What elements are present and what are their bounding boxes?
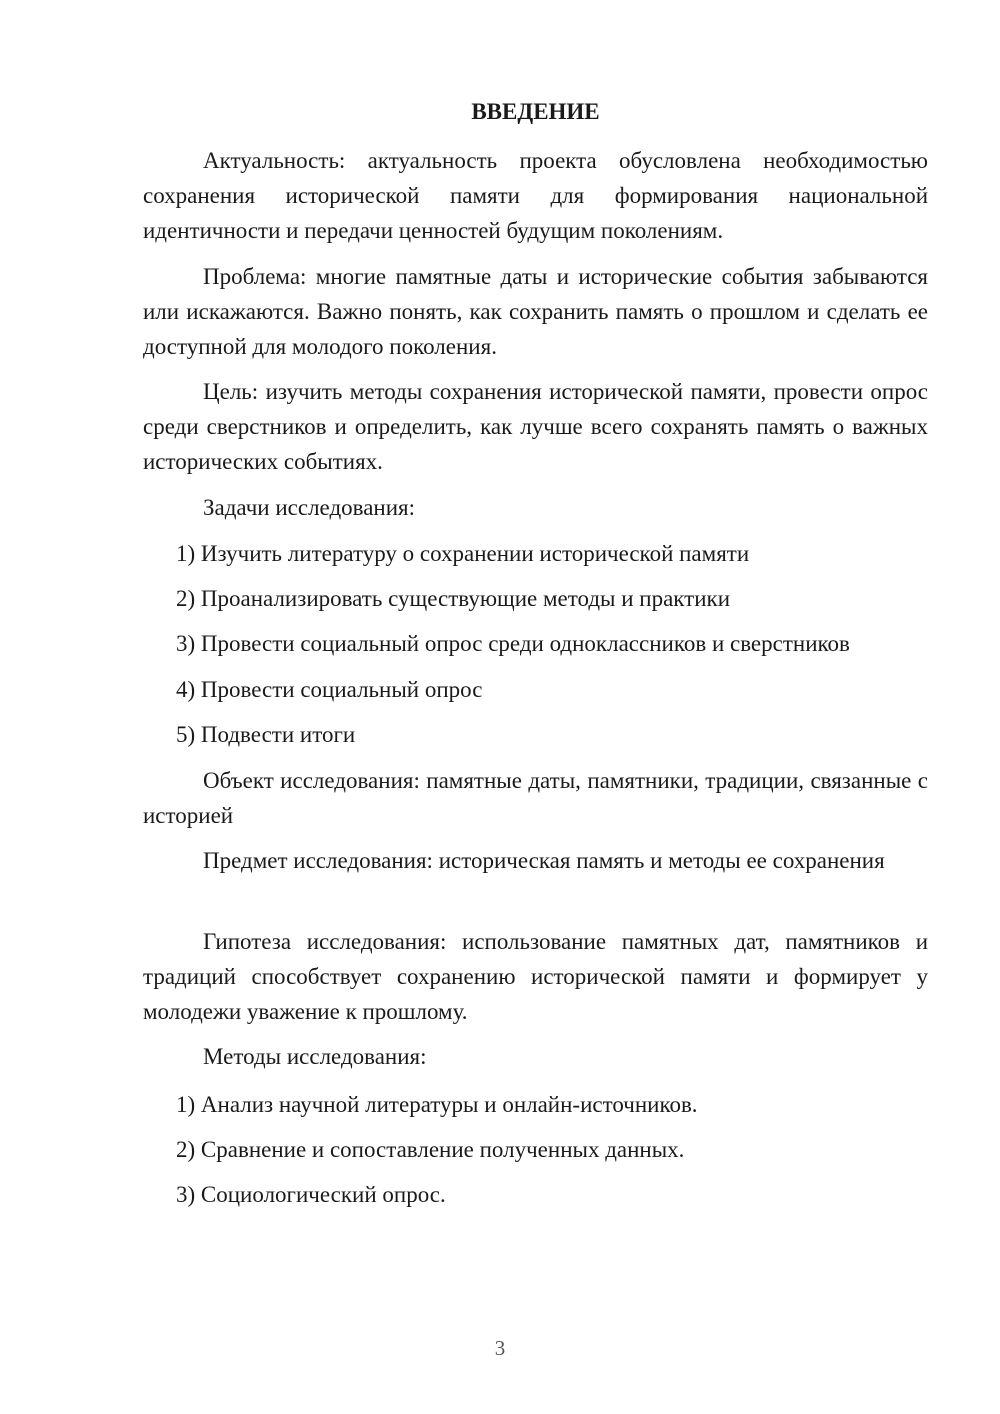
tasks-heading: Задачи исследования: (203, 495, 416, 520)
method-item: 3) Социологический опрос. (176, 1182, 446, 1207)
method-item: 2) Сравнение и сопоставление полученных данных. (176, 1137, 685, 1162)
goal-paragraph: Цель: изучить методы сохранения исторической памяти, провести опрос среди сверстников и определить, как лучше всего сохранять память о важных исторических событиях. (143, 379, 928, 474)
object-paragraph: Объект исследования: памятные даты, памятники, традиции, связанные с историей (143, 768, 928, 828)
method-item: 1) Анализ научной литературы и онлайн-источников. (176, 1092, 698, 1117)
task-item: 1) Изучить литературу о сохранении исторической памяти (176, 541, 750, 566)
task-item: 5) Подвести итоги (176, 722, 356, 747)
task-item: 3) Провести социальный опрос среди одноклассников и сверстников (176, 631, 850, 656)
hypothesis-paragraph: Гипотеза исследования: использование памятных дат, памятников и традиций способствует сохранению исторической памяти и формирует у молодежи уважение к прошлому. (143, 929, 928, 1024)
task-item: 2) Проанализировать существующие методы и практики (176, 586, 731, 611)
page-number: 3 (494, 1336, 506, 1360)
section-title: ВВЕДЕНИЕ (471, 99, 600, 124)
relevance-paragraph: Актуальность: актуальность проекта обусловлена необходимостью сохранения исторической памяти для формирования национальной идентичности и передачи ценностей будущим поколениям. (143, 148, 928, 243)
problem-paragraph: Проблема: многие памятные даты и исторические события забываются или искажаются. Важно понять, как сохранить память о прошлом и сделать ее доступной для молодого поколения. (143, 264, 928, 359)
methods-heading: Методы исследования: (203, 1044, 427, 1069)
task-item: 4) Провести социальный опрос (176, 677, 483, 702)
subject-paragraph: Предмет исследования: историческая память и методы ее сохранения (203, 848, 885, 873)
